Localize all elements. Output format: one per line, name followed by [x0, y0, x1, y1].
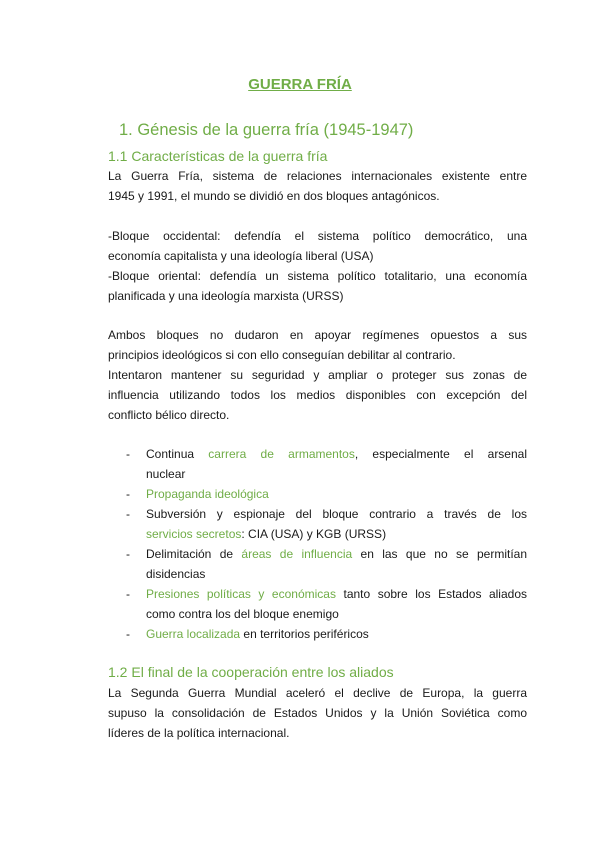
bullet-dash: - [126, 547, 130, 561]
text-line: planificada y una ideología marxista (URSS) [108, 289, 344, 303]
decline-paragraph [108, 683, 527, 743]
text-line: principios ideológicos si con ello conseguían debilitar al contrario. [108, 348, 456, 362]
bloc-occidental-paragraph [108, 226, 527, 266]
list-item: - Continua carrera de armamentos, especialmente el arsenal nuclear [126, 444, 527, 484]
methods-list [126, 444, 527, 644]
list-item: - Presiones políticas y económicas tanto sobre los Estados aliados como contra los del bloque enemigo [126, 584, 527, 624]
bullet-dash: - [126, 587, 130, 601]
text-line: líderes de la política internacional. [108, 726, 290, 740]
text-line: -Bloque oriental: defendía un sistema político totalitario, una economía [108, 269, 527, 283]
bloc-oriental-paragraph [108, 266, 527, 306]
intro-paragraph [108, 166, 527, 206]
bullet-dash: - [126, 627, 130, 641]
bullet-dash: - [126, 507, 130, 521]
list-item: - Subversión y espionaje del bloque contrario a través de los servicios secretos: CIA (USA) y KGB (URSS) [126, 504, 527, 544]
subsection-heading-1: 1.1 Características de la guerra fría [108, 148, 328, 164]
text-line: La Guerra Fría, sistema de relaciones internacionales existente entre [108, 169, 527, 183]
text-line: -Bloque occidental: defendía el sistema político democrático, una [108, 229, 527, 243]
list-item [126, 484, 527, 504]
text-line: economía capitalista y una ideología liberal (USA) [108, 249, 374, 263]
text-line: influencia utilizando todos los medios disponibles con excepción del [108, 388, 527, 402]
highlight-term: Propaganda ideológica [146, 487, 269, 501]
section-heading: 1. Génesis de la guerra fría (1945-1947) [119, 121, 414, 139]
text-line: conflicto bélico directo. [108, 408, 230, 422]
highlight-term: Guerra localizada [146, 627, 241, 641]
highlight-term: carrera de armamentos [208, 447, 355, 461]
bullet-dash: - [126, 447, 130, 461]
highlight-term: servicios secretos [146, 527, 242, 541]
document-title: GUERRA FRÍA [248, 76, 352, 93]
text-line: Intentaron mantener su seguridad y ampliar o proteger sus zonas de [108, 368, 527, 382]
strategy-paragraph [108, 325, 527, 425]
text-line: Ambos bloques no dudaron en apoyar regímenes opuestos a sus [108, 328, 527, 342]
list-item: - Delimitación de áreas de influencia en las que no se permitían disidencias [126, 544, 527, 584]
text-line: 1945 y 1991, el mundo se dividió en dos bloques antagónicos. [108, 189, 440, 203]
highlight-term: Presiones políticas y económicas [146, 587, 336, 601]
bullet-dash: - [126, 487, 130, 501]
list-item: - Guerra localizada en territorios periféricos [126, 624, 527, 644]
highlight-term: áreas de influencia [241, 547, 353, 561]
text-line: La Segunda Guerra Mundial aceleró el declive de Europa, la guerra [108, 686, 527, 700]
subsection-heading-2: 1.2 El final de la cooperación entre los aliados [108, 664, 394, 680]
text-line: supuso la consolidación de Estados Unidos y la Unión Soviética como [108, 706, 527, 720]
